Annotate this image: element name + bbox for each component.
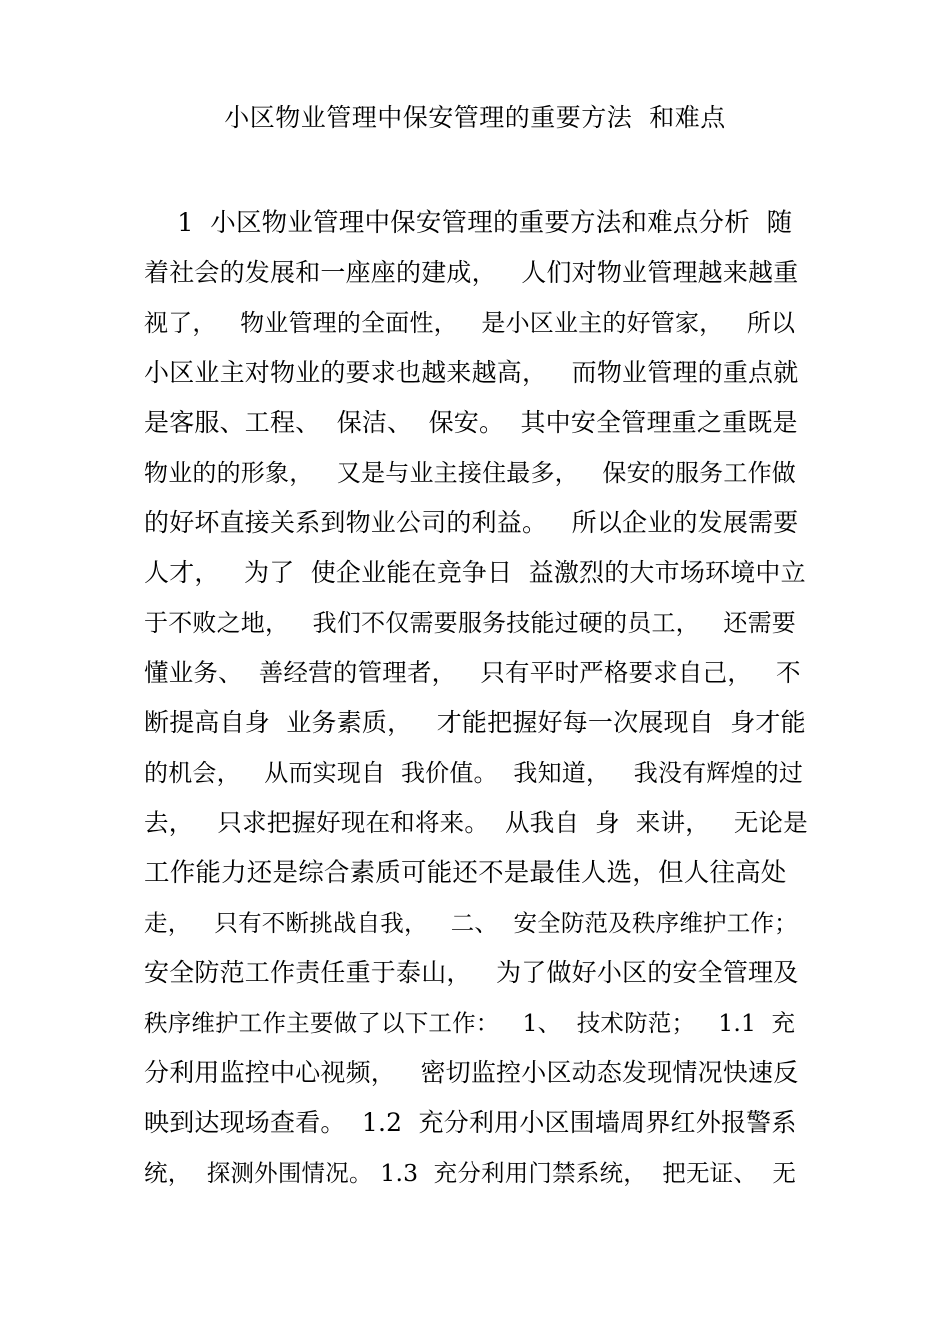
body-line-17: 秩序维护工作主要做了以下工作： 1、 技术防范； 1.1 充 [144, 1009, 796, 1037]
body-line-5: 是客服、工程、 保洁、 保安。 其中安全管理重之重既是 [144, 408, 798, 437]
body-line-1: 1 小区物业管理中保安管理的重要方法和难点分析 随 [144, 208, 793, 238]
body-line-18: 分利用监控中心视频， 密切监控小区动态发现情况快速反 [144, 1058, 799, 1087]
body-line-13: 去， 只求把握好现在和将来。 从我自 身 来讲， 无论是 [144, 808, 808, 837]
body-line-15: 走， 只有不断挑战自我， 二、 安全防范及秩序维护工作； [144, 909, 798, 937]
body-line-12: 的机会， 从而实现自 我价值。 我知道， 我没有辉煌的过 [144, 759, 804, 787]
body-line-8: 人才， 为了 使企业能在竞争日 益激烈的大市场环境中立 [144, 558, 806, 587]
body-line-20: 统， 探测外围情况。 1.3 充分利用门禁系统， 把无证、 无 [144, 1159, 797, 1187]
body-line-16: 安全防范工作责任重于泰山， 为了做好小区的安全管理及 [144, 958, 799, 987]
body-line-6: 物业的的形象， 又是与业主接住最多， 保安的服务工作做 [144, 459, 796, 487]
body-line-10: 懂业务、 善经营的管理者， 只有平时严格要求自己， 不 [144, 658, 801, 687]
body-line-9: 于不败之地， 我们不仅需要服务技能过硬的员工， 还需要 [144, 609, 796, 637]
body-line-14: 工作能力还是综合素质可能还不是最佳人选，但人往高处 [144, 858, 787, 888]
body-line-11: 断提高自身 业务素质， 才能把握好每一次展现自 身才能 [144, 708, 806, 737]
body-line-3: 视了， 物业管理的全面性， 是小区业主的好管家， 所以 [144, 309, 796, 337]
body-line-19: 映到达现场查看。 1.2 充分利用小区围墙周界红外报警系 [144, 1108, 797, 1137]
document-title: 小区物业管理中保安管理的重要方法 和难点 [224, 103, 726, 132]
body-line-7: 的好坏直接关系到物业公司的利益。 所以企业的发展需要 [144, 508, 799, 537]
body-line-2: 着社会的发展和一座座的建成， 人们对物业管理越来越重 [144, 258, 799, 287]
body-line-4: 小区业主对物业的要求也越来越高， 而物业管理的重点就 [144, 358, 799, 387]
